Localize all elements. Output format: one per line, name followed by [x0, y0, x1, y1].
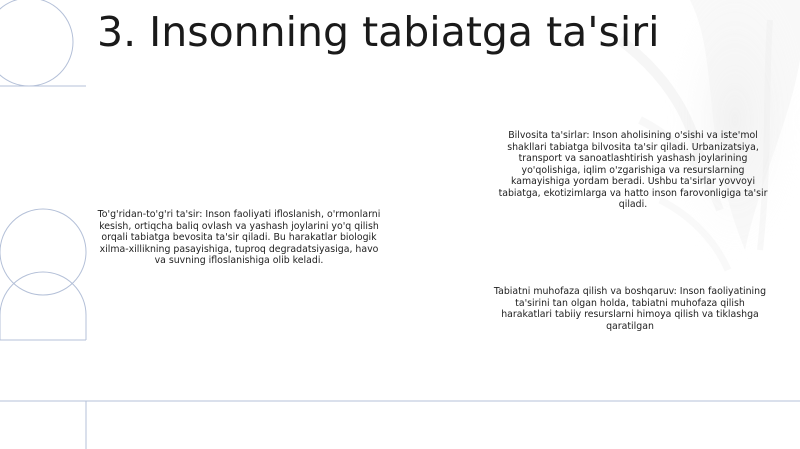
slide-title: 3. Insonning tabiatga ta'siri [97, 8, 660, 56]
conservation-text: Tabiatni muhofaza qilish va boshqaruv: Inson faoliyatining ta'sirini tan olgan holda, tabiatni muhofaza qilish harakatlari tabiiy resurslarni himoya qilish va tiklashga qaratilgan [493, 286, 767, 332]
circle-ornaments [0, 0, 86, 340]
direct-effect-text: To'g'ridan-to'g'ri ta'sir: Inson faoliyati ifloslanish, o'rmonlarni kesish, ortiqcha baliq ovlash va yashash joylarini yo'q qilish orqali tabiatga bevosita ta'sir qiladi. Bu harakatlar biologik xilma-xillikning pasayishiga, tuproq degradatsiyasiga, havo va suvning ifloslanishiga olib keladi. [97, 209, 381, 266]
indirect-effect-text: Bilvosita ta'sirlar: Inson aholisining o'sishi va iste'mol shakllari tabiatga bilvosita ta'sir qiladi. Urbanizatsiya, transport va sanoatlashtirish yashash joylarining yo'qolishiga, iqlim o'zgarishiga va resurslarning kamayishiga yordam beradi. Ushbu ta'sirlar yovvoyi tabiatga, ekotizimlarga va hatto inson farovonligiga ta'sir qiladi. [498, 130, 768, 210]
